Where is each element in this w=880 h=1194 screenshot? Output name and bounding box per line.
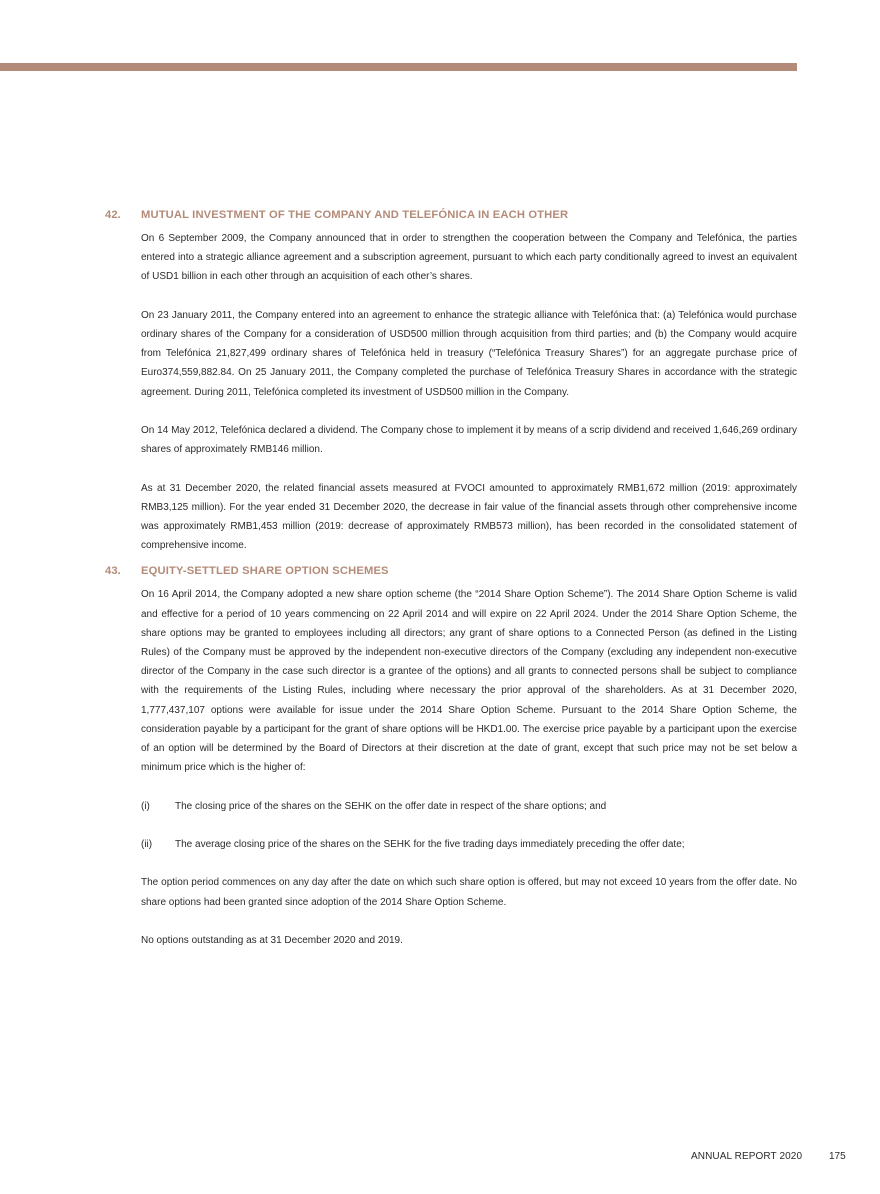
paragraph: As at 31 December 2020, the related financial assets measured at FVOCI amounted to approximately RMB1,672 million (2019: approximately RMB3,125 million). For the year ended 31 December 2020, the decrease in fair value of the financial assets through other comprehensive income was approximately RMB1,453 million (2019: decrease of approximately RMB573 million), has been recorded in the consolidated statement of comprehensive income. <box>141 482 797 552</box>
paragraph: On 14 May 2012, Telefónica declared a dividend. The Company chose to implement it by means of a scrip dividend and received 1,646,269 ordinary shares of approximately RMB146 million. <box>141 425 797 456</box>
paragraph: No options outstanding as at 31 December 2020 and 2019. <box>141 935 403 946</box>
section-heading <box>105 209 797 227</box>
section-number: 43. <box>105 565 121 578</box>
report-title: ANNUAL REPORT 2020 <box>691 1151 803 1162</box>
section-body <box>141 585 797 950</box>
section-heading <box>105 565 797 583</box>
list-item-text: The closing price of the shares on the SEHK on the offer date in respect of the share options; and <box>175 800 607 812</box>
page-footer <box>0 1151 880 1165</box>
section-body <box>141 229 797 555</box>
paragraph: On 23 January 2011, the Company entered into an agreement to enhance the strategic alliance with Telefónica that: (a) Telefónica would purchase ordinary shares of the Company for a consideration of USD500 million through acquisition from third parties; and (b) the Company would acquire from Telefónica 21,827,499 ordinary shares of Telefónica held in treasury (“Telefónica Treasury Shares”) for an aggregate purchase price of Euro374,559,882.84. On 25 January 2011, the Company completed the purchase of Telefónica Treasury Shares in accordance with the strategic agreement. During 2011, Telefónica completed its investment of USD500 million in the Company. <box>141 309 797 398</box>
paragraph: On 6 September 2009, the Company announced that in order to strengthen the cooperation between the Company and Telefónica, the parties entered into a strategic alliance agreement and a subscription agreement, pursuant to which each party conditionally agreed to invest an equivalent of USD1 billion in each other through an acquisition of each other’s shares. <box>141 233 797 283</box>
list-item <box>141 835 797 854</box>
section-title: EQUITY-SETTLED SHARE OPTION SCHEMES <box>141 565 389 578</box>
section-number: 42. <box>105 209 121 221</box>
page-number: 175 <box>829 1151 846 1162</box>
paragraph: The option period commences on any day after the date on which such share option is offered, but may not exceed 10 years from the offer date. No share options had been granted since adoption of the 2014 Share Option Scheme. <box>141 877 797 908</box>
paragraph: On 16 April 2014, the Company adopted a new share option scheme (the “2014 Share Option Scheme”). The 2014 Share Option Scheme is valid and effective for a period of 10 years commencing on 22 April 2014 and will expire on 22 April 2024. Under the 2014 Share Option Scheme, the share options may be granted to employees including all directors; any grant of share options to a Connected Person (as defined in the Listing Rules) of the Company must be approved by the independent non-executive directors of the Company (excluding any independent non-executive director of the Company in the case such director is a grantee of the options) and all grants to connected persons shall be subject to compliance with the requirements of the Listing Rules, including where necessary the prior approval of the shareholders. As at 31 December 2020, 1,777,437,107 options were available for issue under the 2014 Share Option Scheme. Pursuant to the 2014 Share Option Scheme, the consideration payable by a participant for the grant of share options will be HKD1.00. The exercise price payable by a participant upon the exercise of an option will be determined by the Board of Directors at their discretion at the date of grant, except that such price may not be set below a minimum price which is the higher of: <box>141 589 797 774</box>
list-item <box>141 797 797 816</box>
header-accent-bar <box>0 63 797 71</box>
section-title: MUTUAL INVESTMENT OF THE COMPANY AND TELEFÓNICA IN EACH OTHER <box>141 209 569 221</box>
list-item-text: The average closing price of the shares on the SEHK for the five trading days immediately preceding the offer date; <box>175 839 685 851</box>
note-43-section <box>105 565 797 950</box>
page-content <box>105 209 797 950</box>
note-42-section <box>105 209 797 555</box>
list-item-label: (i) <box>141 800 150 812</box>
list-item-label: (ii) <box>141 839 153 851</box>
